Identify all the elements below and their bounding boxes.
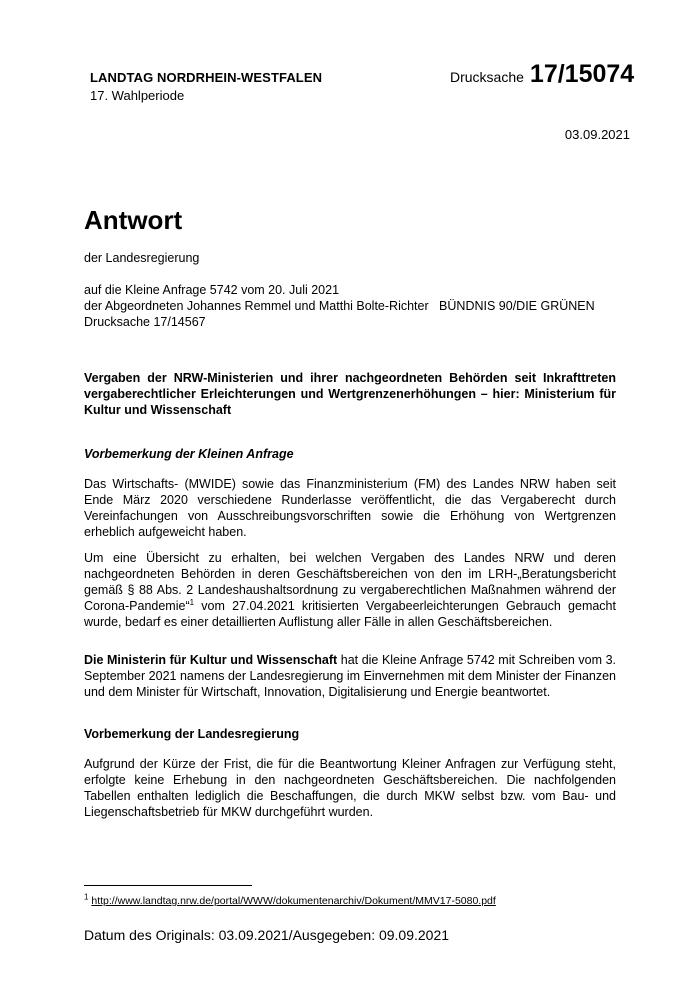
footnote [84,892,496,907]
prelim-inquiry-paragraph-2 [84,550,616,630]
page-title: Antwort [84,205,183,235]
parliament-name: LANDTAG NORDRHEIN-WESTFALEN [90,70,323,85]
footnote-link[interactable]: http://www.landtag.nrw.de/portal/WWW/dokumentenarchiv/Dokument/MMV17-5080.pdf [91,895,496,907]
prelim-gov-paragraph: Aufgrund der Kürze der Frist, die für die Beantwortung Kleiner Anfragen zur Verfügung steht, erfolgte keine Erhebung in den nachgeordneten Geschäftsbereichen. Die nachfolgenden Tabellen enthalten lediglich die Beschaffungen, die durch MKW selbst bzw. vom Bau- und Liegenschaftsbetrieb für MKW durchgeführt wurden. [84,757,616,819]
paragraph-2-part-b: vom 27.04.2021 kritisierten Vergabeerleichterungen Gebrauch gemacht wurde, bedarf es einer detaillierten Auflistung aller Fälle in allen Geschäftsbereichen. [84,599,616,629]
prelim-gov-heading: Vorbemerkung der Landesregierung [84,727,300,741]
drucksache-block [450,60,634,89]
inquiry-line-1: auf die Kleine Anfrage 5742 vom 20. Juli 2021 [84,283,340,297]
inquiry-line-3: Drucksache 17/14567 [84,315,206,329]
answer-text: hat die Kleine Anfrage 5742 mit Schreiben vom 3. September 2021 namens der Landesregierung im Einvernehmen mit dem Minister der Finanzen und dem Minister für Wirtschaft, Innovation, Digitalisierung und Energie beantwortet. [84,653,616,699]
drucksache-label: Drucksache [450,69,524,85]
paragraph-2-part-a: Um eine Übersicht zu erhalten, bei welchen Vergaben des Landes NRW und deren nachgeordneten Behörden in deren Geschäftsbereichen von den im LRH-„Beratungsbericht gemäß § 88 Abs. 2 Landeshaushaltsordnung zu vergaberechtlichen Maßnahmen während der Corona-Pandemie“ [84,551,616,613]
answer-lead: Die Ministerin für Kultur und Wissenschaft [84,653,338,667]
footnote-marker: 1 [189,597,195,607]
document-date: 03.09.2021 [564,127,630,142]
prelim-inquiry-heading: Vorbemerkung der Kleinen Anfrage [84,447,294,461]
drucksache-number: 17/15074 [529,60,635,88]
answer-paragraph [84,652,616,700]
inquiry-reference [84,282,616,330]
footnote-number: 1 [84,892,89,902]
origin-date: Datum des Originals: 03.09.2021/Ausgegeben: 09.09.2021 [84,927,450,943]
responder: der Landesregierung [84,251,200,265]
prelim-inquiry-paragraph-1: Das Wirtschafts- (MWIDE) sowie das Finanzministerium (FM) des Landes NRW haben seit Ende März 2020 verschiedene Runderlasse veröffentlicht, die das Vergaberecht durch Vereinfachungen von Ausschreibungsvorschriften sowie die Erhöhung von Wertgrenzen erheblich aufgeweicht haben. [84,477,616,539]
footnote-divider [84,885,252,886]
subject: Vergaben der NRW-Ministerien und ihrer nachgeordneten Behörden seit Inkrafttreten vergaberechtlicher Erleichterungen und Wertgrenzenerhöhungen – hier: Ministerium für Kultur und Wissenschaft [84,371,616,417]
inquiry-line-2: der Abgeordneten Johannes Remmel und Matthi Bolte-Richter BÜNDNIS 90/DIE GRÜNEN [84,299,595,313]
legislative-period: 17. Wahlperiode [90,88,185,103]
